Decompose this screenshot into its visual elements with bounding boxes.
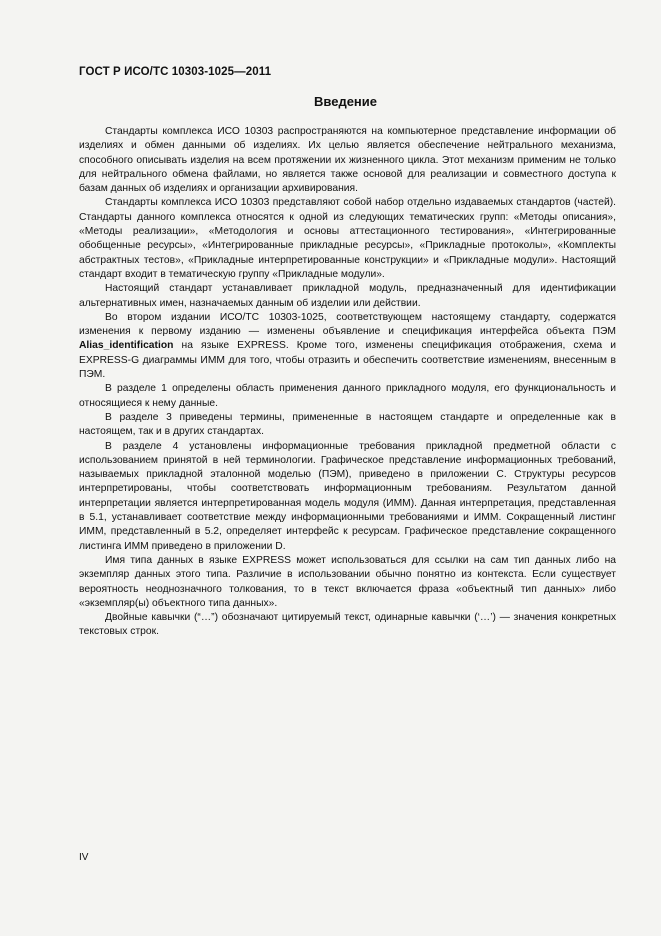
paragraph-9: Двойные кавычки (“…”) обозначают цитируемый текст, одинарные кавычки (‘…’) — значения конкретных текстовых строк. (79, 612, 616, 638)
paragraph-3: Настоящий стандарт устанавливает прикладной модуль, предназначенный для идентификации альтернативных имен, назначаемых данным об изделии или действии. (79, 283, 616, 309)
paragraph-2: Стандарты комплекса ИСО 10303 представляют собой набор отдельно издаваемых стандартов (частей). Стандарты данного комплекса относятся к одной из следующих тематических групп: «Методы описания», «Методы реализации», «Методология и основы аттестационного тестирования», «Интегрированные обобщенные ресурсы», «Интегрированные прикладные ресурсы», «Прикладные протоколы», «Комплекты абстрактных тестов», «Прикладные интерпретированные конструкции» и «Прикладные модули». Настоящий стандарт входит в тематическую группу «Прикладные модули». (79, 197, 616, 280)
paragraph-4-text-after: на языке EXPRESS. Кроме того, изменены спецификация отображения, схема и EXPRESS-G диаграммы ИММ для того, чтобы отразить и обеспечить соответствие изменениям, внесенным в ПЭМ. (79, 340, 616, 381)
paragraph-7: В разделе 4 установлены информационные требования прикладной предметной области с использованием принятой в ней терминологии. Графическое представление информационных требований, называемых прикладной эталонной моделью (ПЭМ), приведено в приложении С. Структуры ресурсов интерпретированы, чтобы соответствовать информационным требованиям. Результатом данной интерпретации является интерпретированная модель модуля (ИММ). Данная интерпретация, представленная в 5.1, устанавливает соответствие между информационными требованиями и ИММ. Сокращенный листинг ИММ, представленный в 5.2, определяет интерфейс к ресурсам. Графическое представление сокращенного листинга ИММ приведено в приложении D. (79, 440, 616, 552)
standard-header: ГОСТ Р ИСО/ТС 10303-1025—2011 (79, 66, 272, 78)
paragraph-4 (79, 311, 616, 382)
paragraph-4-text-before: Во втором издании ИСО/ТС 10303-1025, соответствующем настоящему стандарту, содержатся изменения к первому изданию — изменены объявление и спецификация интерфейса объекта ПЭМ (79, 311, 616, 338)
paragraph-5: В разделе 1 определены область применения данного прикладного модуля, его функциональность и относящиеся к нему данные. (79, 383, 616, 409)
document-body (79, 125, 616, 640)
paragraph-6: В разделе 3 приведены термины, примененные в настоящем стандарте и определенные как в настоящем, так и в других стандартах. (79, 411, 616, 438)
page-number: IV (79, 852, 89, 863)
paragraph-1: Стандарты комплекса ИСО 10303 распространяются на компьютерное представление информации об изделиях и обмен данными об изделиях. Их целью является обеспечение нейтрального механизма, способного описывать изделия на всем протяжении их жизненного цикла. Этот механизм применим не только для нейтрального обмена файлами, но является также основой для реализации и совместного доступа к базам данных об изделиях и организации архивирования. (79, 126, 616, 195)
paragraph-8: Имя типа данных в языке EXPRESS может использоваться для ссылки на сам тип данных либо на экземпляр данных этого типа. Различие в использовании обычно понятно из контекста. Если существует вероятность неоднозначного толкования, то в текст включается фраза «объектный тип данных» либо «экземпляр(ы) объектного типа данных». (79, 554, 616, 609)
paragraph-4-entity-name: Alias_identification (79, 340, 174, 352)
section-title: Введение (314, 94, 377, 109)
